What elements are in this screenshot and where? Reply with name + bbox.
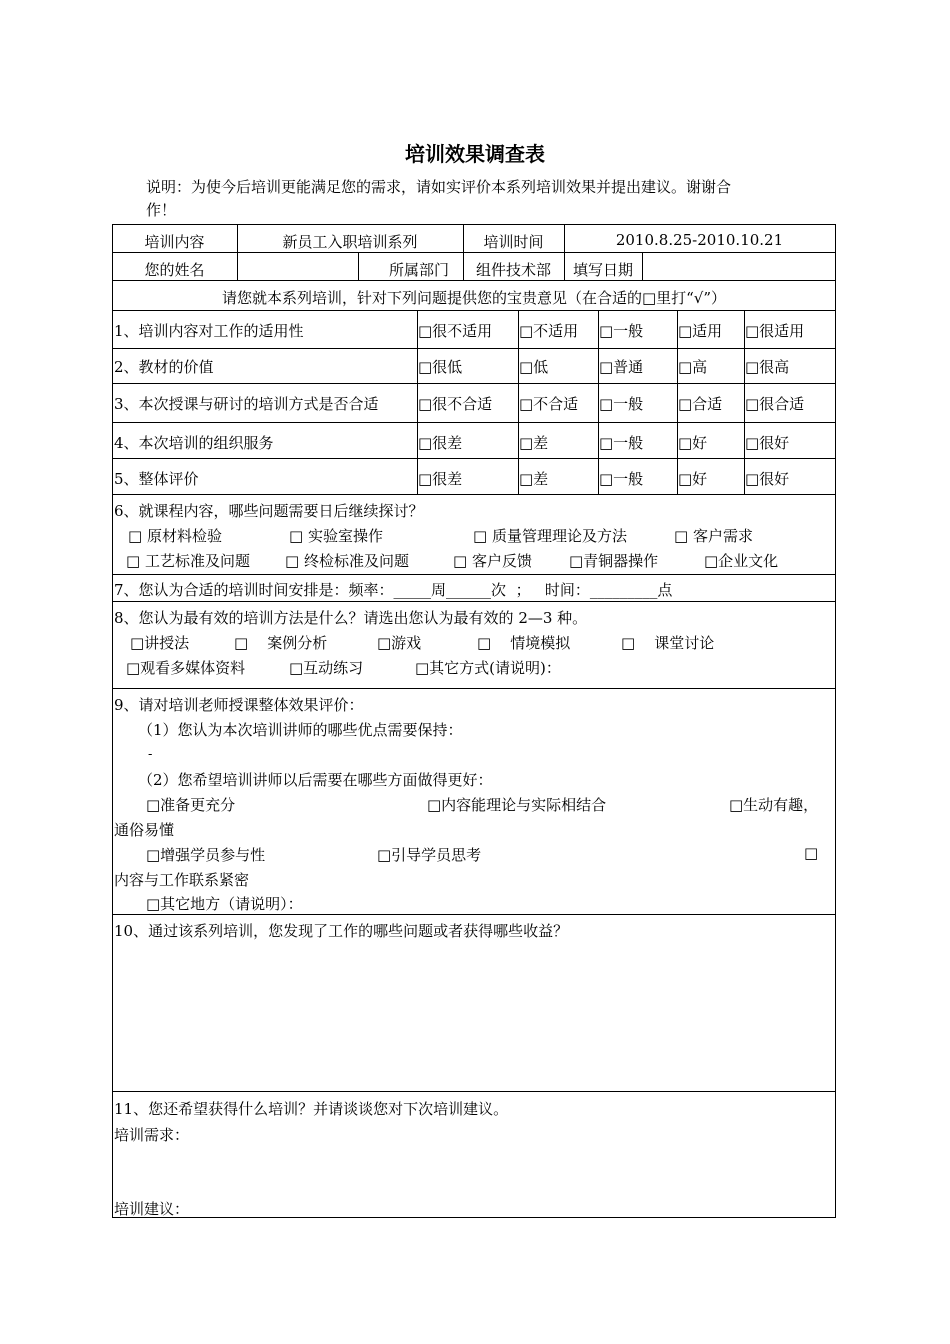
q9-sub1: （1）您认为本次培训讲师的哪些优点需要保持：	[138, 721, 463, 739]
q10-text: 10、通过该系列培训，您发现了工作的哪些问题或者获得哪些收益？	[114, 922, 569, 940]
q9-option[interactable]: □增强学员参与性	[146, 846, 266, 864]
rating-option[interactable]: □一般	[599, 434, 644, 452]
rating-option[interactable]: □很低	[418, 358, 463, 376]
row-line	[112, 574, 836, 575]
q6-text: 6、就课程内容，哪些问题需要日后继续探讨？	[114, 502, 424, 520]
rating-question: 4、本次培训的组织服务	[114, 434, 274, 452]
fill-date-label: 填写日期	[572, 261, 633, 279]
rating-option[interactable]: □一般	[599, 322, 644, 340]
q6-option[interactable]: □ 终检标准及问题	[285, 552, 409, 570]
q8-option[interactable]: □ 案例分析	[234, 634, 328, 652]
training-needs-label: 培训需求：	[114, 1126, 190, 1144]
q8-option[interactable]: □其它方式(请说明)：	[415, 659, 561, 677]
q9-option[interactable]: □内容能理论与实际相结合	[427, 796, 607, 814]
q8-option[interactable]: □ 情境模拟	[477, 634, 571, 652]
training-time-value: 2010.8.25-2010.10.21	[615, 231, 784, 249]
rating-option[interactable]: □好	[678, 470, 708, 488]
rating-option[interactable]: □很好	[745, 434, 790, 452]
row-line	[112, 458, 836, 459]
q8-option[interactable]: □ 课堂讨论	[621, 634, 715, 652]
q6-option[interactable]: □ 质量管理理论及方法	[473, 527, 627, 545]
rating-option[interactable]: □很差	[418, 434, 463, 452]
training-time-label: 培训时间	[483, 233, 544, 251]
row-line	[112, 383, 836, 384]
q6-option[interactable]: □ 工艺标准及问题	[126, 552, 250, 570]
rating-option[interactable]: □差	[519, 434, 549, 452]
rating-option[interactable]: □很差	[418, 470, 463, 488]
row-line	[112, 1091, 836, 1092]
q6-option[interactable]: □青铜器操作	[569, 552, 659, 570]
row-line	[112, 688, 836, 689]
rating-question: 2、教材的价值	[114, 358, 214, 376]
rating-option[interactable]: □一般	[599, 395, 644, 413]
training-needs-input[interactable]	[114, 1146, 834, 1194]
intro-text	[146, 176, 836, 222]
page-title: 培训效果调查表	[405, 142, 545, 166]
row-line	[112, 224, 836, 225]
rating-question: 3、本次授课与研讨的培训方式是否合适	[114, 395, 379, 413]
department-value: 组件技术部	[475, 261, 551, 279]
department-label: 所属部门	[388, 261, 449, 279]
q6-option[interactable]: □ 原材料检验	[128, 527, 222, 545]
row-line	[112, 280, 836, 281]
name-input[interactable]	[238, 253, 357, 279]
instruction-text: 请您就本系列培训，针对下列问题提供您的宝贵意见（在合适的□里打“√”）	[221, 289, 727, 307]
q7-text[interactable]: 7、您认为合适的培训时间安排是：频率：_____周______次 ； 时间：_________点	[114, 581, 673, 599]
rating-option[interactable]: □低	[519, 358, 549, 376]
row-line	[112, 914, 836, 915]
intro-line-1: 说明：为使今后培训更能满足您的需求，请如实评价本系列培训效果并提出建议。谢谢合	[146, 178, 732, 196]
rating-question: 1、培训内容对工作的适用性	[114, 322, 304, 340]
q6-option[interactable]: □ 实验室操作	[289, 527, 383, 545]
q8-option[interactable]: □游戏	[377, 634, 422, 652]
row-line	[112, 601, 836, 602]
row-line	[112, 494, 836, 495]
q8-option[interactable]: □互动练习	[289, 659, 364, 677]
q6-option[interactable]: □企业文化	[704, 552, 779, 570]
q9-option[interactable]: □其它地方（请说明）：	[146, 895, 303, 913]
table-border-right	[835, 224, 836, 1218]
q11-text: 11、您还希望获得什么培训？并请谈谈您对下次培训建议。	[114, 1100, 509, 1118]
rating-option[interactable]: □很合适	[745, 395, 805, 413]
rating-option[interactable]: □很不合适	[418, 395, 493, 413]
rating-option[interactable]: □不合适	[519, 395, 579, 413]
row-line	[112, 1217, 836, 1218]
rating-option[interactable]: □不适用	[519, 322, 579, 340]
rating-option[interactable]: □适用	[678, 322, 723, 340]
rating-option[interactable]: □很高	[745, 358, 790, 376]
q10-answer-area[interactable]	[114, 946, 834, 1088]
q6-option[interactable]: □ 客户反馈	[453, 552, 532, 570]
rating-question: 5、整体评价	[114, 470, 199, 488]
q8-option[interactable]: □观看多媒体资料	[126, 659, 246, 677]
rating-option[interactable]: □差	[519, 470, 549, 488]
q8-option[interactable]: □讲授法	[130, 634, 190, 652]
q9-sub2: （2）您希望培训讲师以后需要在哪些方面做得更好：	[138, 771, 493, 789]
rating-option[interactable]: □高	[678, 358, 708, 376]
row-line	[112, 348, 836, 349]
rating-option[interactable]: □好	[678, 434, 708, 452]
q6-option[interactable]: □ 客户需求	[674, 527, 753, 545]
q9-option[interactable]: □	[804, 844, 819, 862]
rating-option[interactable]: □很好	[745, 470, 790, 488]
table-border-left	[112, 224, 113, 1218]
rating-option[interactable]: □很不适用	[418, 322, 493, 340]
intro-line-2: 作！	[146, 201, 177, 219]
row-line	[112, 310, 836, 311]
q9-option-wrap: 通俗易懂	[114, 821, 175, 839]
training-content-value: 新员工入职培训系列	[282, 233, 418, 251]
rating-option[interactable]: □很适用	[745, 322, 805, 340]
row-line	[112, 422, 836, 423]
q9-option[interactable]: □引导学员思考	[377, 846, 482, 864]
rating-option[interactable]: □一般	[599, 470, 644, 488]
q8-text: 8、您认为最有效的培训方法是什么？请选出您认为最有效的 2—3 种。	[114, 609, 588, 627]
training-content-label: 培训内容	[144, 233, 205, 251]
name-label: 您的姓名	[144, 261, 205, 279]
fill-date-input[interactable]	[643, 253, 834, 279]
q9-option[interactable]: □生动有趣，	[729, 796, 819, 814]
rating-option[interactable]: □合适	[678, 395, 723, 413]
rating-option[interactable]: □普通	[599, 358, 644, 376]
q9-dash: -	[148, 747, 153, 762]
q9-text: 9、请对培训老师授课整体效果评价：	[114, 696, 364, 714]
q9-option-wrap: 内容与工作联系紧密	[114, 871, 250, 889]
q9-option[interactable]: □准备更充分	[146, 796, 236, 814]
training-suggestion-label: 培训建议：	[114, 1200, 190, 1218]
